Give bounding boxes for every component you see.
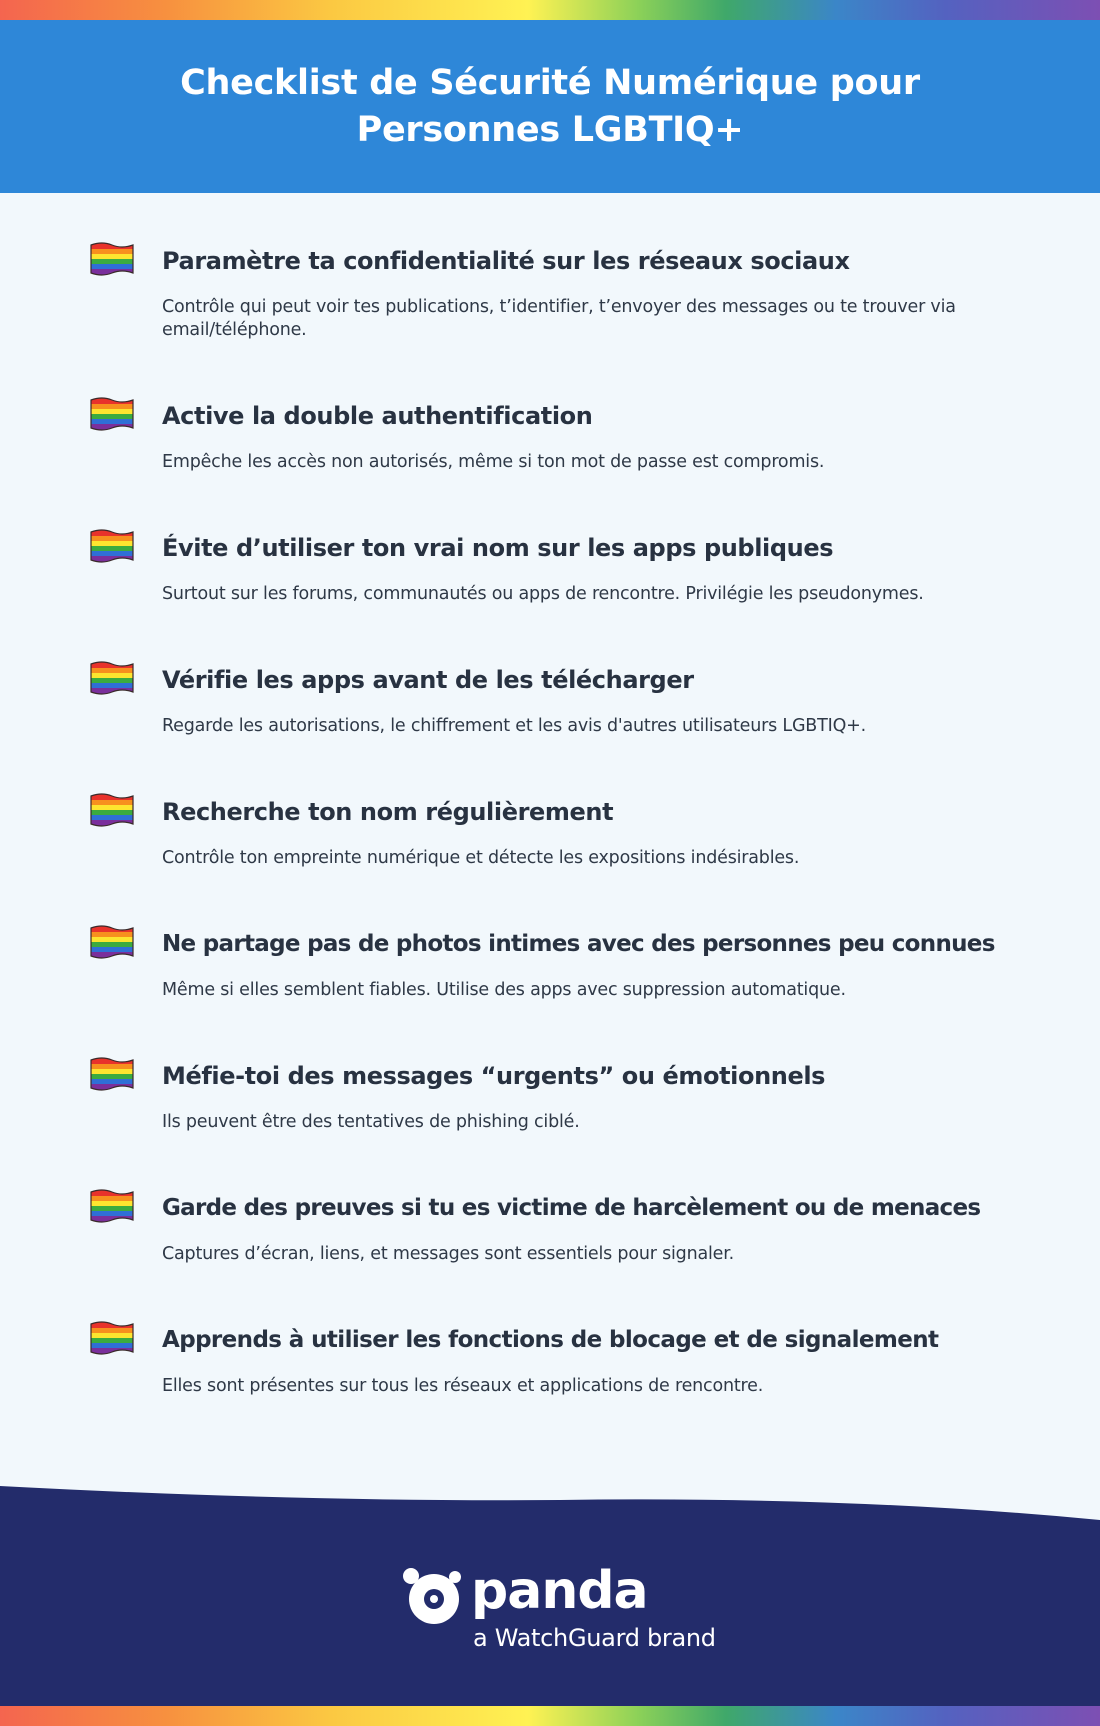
rainbow-flag-icon <box>88 659 136 697</box>
rainbow-flag-icon <box>88 1319 136 1357</box>
rainbow-flag-icon <box>88 1187 136 1225</box>
checklist-item-description: Captures d’écran, liens, et messages sont essentiels pour signaler. <box>162 1244 734 1264</box>
rainbow-flag-icon <box>88 240 136 278</box>
checklist-item-description: Même si elles semblent fiables. Utilise des apps avec suppression automatique. <box>162 980 846 1000</box>
checklist-item-title: Apprends à utiliser les fonctions de blocage et de signalement <box>162 1327 939 1353</box>
rainbow-bottom-bar <box>0 1706 1100 1726</box>
rainbow-flag-icon <box>88 923 136 961</box>
checklist-item-title: Ne partage pas de photos intimes avec des personnes peu connues <box>162 931 995 957</box>
page-title: Checklist de Sécurité Numérique pour Personnes LGBTIQ+ <box>180 62 920 150</box>
rainbow-flag-icon <box>88 791 136 829</box>
brand-tagline: a WatchGuard brand <box>473 1624 716 1652</box>
checklist-item-title: Garde des preuves si tu es victime de harcèlement ou de menaces <box>162 1195 981 1221</box>
checklist-item-title: Vérifie les apps avant de les télécharger <box>162 666 694 694</box>
rainbow-flag-icon <box>88 1055 136 1093</box>
checklist-item-title: Paramètre ta confidentialité sur les réseaux sociaux <box>162 247 850 275</box>
brand-name: panda <box>471 1561 648 1621</box>
checklist-item-description: Ils peuvent être des tentatives de phishing ciblé. <box>162 1112 580 1132</box>
checklist-item-title: Recherche ton nom régulièrement <box>162 798 614 826</box>
checklist-item-title: Active la double authentification <box>162 402 593 430</box>
checklist-item-description: Regarde les autorisations, le chiffrement et les avis d'autres utilisateurs LGBTIQ+. <box>162 716 866 736</box>
page-header <box>0 20 1100 193</box>
checklist-item-description: Surtout sur les forums, communautés ou apps de rencontre. Privilégie les pseudonymes. <box>162 584 924 604</box>
checklist-item-title: Évite d’utiliser ton vrai nom sur les apps publiques <box>162 534 834 562</box>
rainbow-flag-icon <box>88 527 136 565</box>
checklist-item-description: Elles sont présentes sur tous les réseaux et applications de rencontre. <box>162 1376 764 1396</box>
rainbow-flag-icon <box>88 395 136 433</box>
checklist-item-description: Contrôle ton empreinte numérique et détecte les expositions indésirables. <box>162 848 800 868</box>
checklist-item-description: Empêche les accès non autorisés, même si ton mot de passe est compromis. <box>162 452 825 472</box>
checklist-item-title: Méfie-toi des messages “urgents” ou émotionnels <box>162 1062 826 1090</box>
panda-logo[interactable] <box>403 1562 723 1662</box>
rainbow-top-bar <box>0 0 1100 20</box>
panda-logo-icon <box>403 1568 461 1626</box>
checklist-item-description: Contrôle qui peut voir tes publications, t’identifier, t’envoyer des messages ou te trouver via email/téléphone. <box>162 297 956 340</box>
